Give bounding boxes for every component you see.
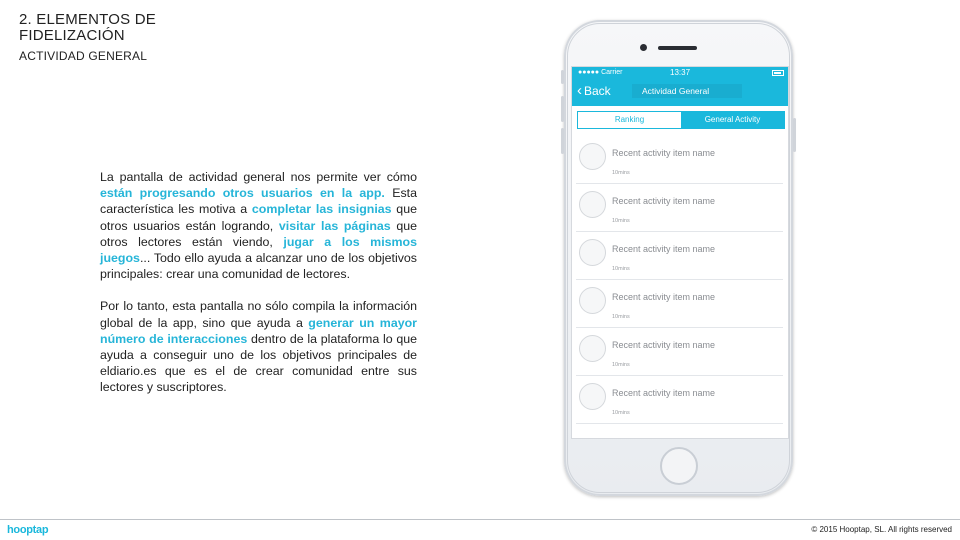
phone-volume-down xyxy=(561,128,564,154)
avatar xyxy=(579,287,606,314)
description-paragraph-2 xyxy=(100,298,417,395)
activity-item-time: 10mins xyxy=(612,266,630,272)
page-subtitle: ACTIVIDAD GENERAL xyxy=(19,49,148,63)
activity-item[interactable] xyxy=(576,136,783,184)
activity-item-name: Recent activity item name xyxy=(612,340,716,350)
activity-item-name: Recent activity item name xyxy=(612,196,716,206)
activity-item[interactable] xyxy=(576,376,783,424)
activity-item-name: Recent activity item name xyxy=(612,292,716,302)
home-button[interactable] xyxy=(660,447,698,485)
battery-icon xyxy=(772,70,784,76)
highlighted-phrase: jugar a los mismos juegos xyxy=(100,234,417,266)
description-text xyxy=(100,169,417,412)
phone-power-button xyxy=(793,118,796,152)
activity-item[interactable] xyxy=(576,280,783,328)
nav-bar xyxy=(572,80,789,106)
highlighted-phrase: visitar las páginas xyxy=(278,218,391,233)
status-time: 13:37 xyxy=(670,68,691,77)
phone-mute-switch xyxy=(561,70,564,84)
description-paragraph-1 xyxy=(100,169,417,282)
text-run: que otros usuarios están logrando, xyxy=(100,202,417,233)
activity-item-time: 10mins xyxy=(612,362,630,368)
phone-speaker xyxy=(658,46,697,50)
tab-bar xyxy=(577,111,785,129)
nav-title: Actividad General xyxy=(632,84,742,98)
carrier-label: ●●●●● Carrier xyxy=(578,69,623,76)
text-run: dentro de la plataforma lo que ayuda a conseguir uno de los objetivos principales de eldiario.es que es el de crear comunidad entre sus lectores y suscriptores. xyxy=(100,331,417,395)
activity-item-time: 10mins xyxy=(612,410,630,416)
tab-ranking[interactable]: Ranking xyxy=(578,112,681,128)
phone-camera xyxy=(640,44,647,51)
activity-item-name: Recent activity item name xyxy=(612,388,716,398)
activity-item-name: Recent activity item name xyxy=(612,244,716,254)
avatar xyxy=(579,383,606,410)
activity-item-time: 10mins xyxy=(612,170,630,176)
highlighted-phrase: completar las insignias xyxy=(251,202,392,217)
activity-item-name: Recent activity item name xyxy=(612,148,716,158)
activity-list xyxy=(572,136,789,424)
tab-general-activity[interactable]: General Activity xyxy=(681,112,784,128)
phone-screen xyxy=(571,66,789,439)
text-run: Esta característica les motiva a xyxy=(100,186,417,217)
text-run: ... Todo ello ayuda a alcanzar uno de los objetivos principales: crear una comunidad de lectores. xyxy=(100,251,417,282)
avatar xyxy=(579,335,606,362)
activity-item[interactable] xyxy=(576,328,783,376)
footer-divider xyxy=(0,519,960,520)
back-label: Back xyxy=(584,84,611,98)
phone-volume-up xyxy=(561,96,564,122)
activity-item[interactable] xyxy=(576,232,783,280)
page-title: 2. ELEMENTOS DE FIDELIZACIÓN xyxy=(19,11,156,44)
avatar xyxy=(579,143,606,170)
highlighted-phrase: están progresando otros usuarios en la app. xyxy=(100,186,385,201)
hooptap-logo: hooptap xyxy=(7,524,49,536)
copyright-text: © 2015 Hooptap, SL. All rights reserved xyxy=(811,525,952,534)
activity-item-time: 10mins xyxy=(612,218,630,224)
avatar xyxy=(579,239,606,266)
activity-item-time: 10mins xyxy=(612,314,630,320)
highlighted-phrase: generar un mayor número de interacciones xyxy=(100,315,417,346)
text-run: Por lo tanto, esta pantalla no sólo compila la información global de la app, sino que ayuda a xyxy=(100,299,417,330)
text-run: que otros lectores están viendo, xyxy=(100,218,417,249)
text-run: La pantalla de actividad general nos permite ver cómo xyxy=(100,170,417,184)
activity-item[interactable] xyxy=(576,184,783,232)
back-button[interactable] xyxy=(577,84,611,98)
avatar xyxy=(579,191,606,218)
chevron-left-icon: ‹ xyxy=(577,82,582,99)
status-bar xyxy=(572,67,789,80)
